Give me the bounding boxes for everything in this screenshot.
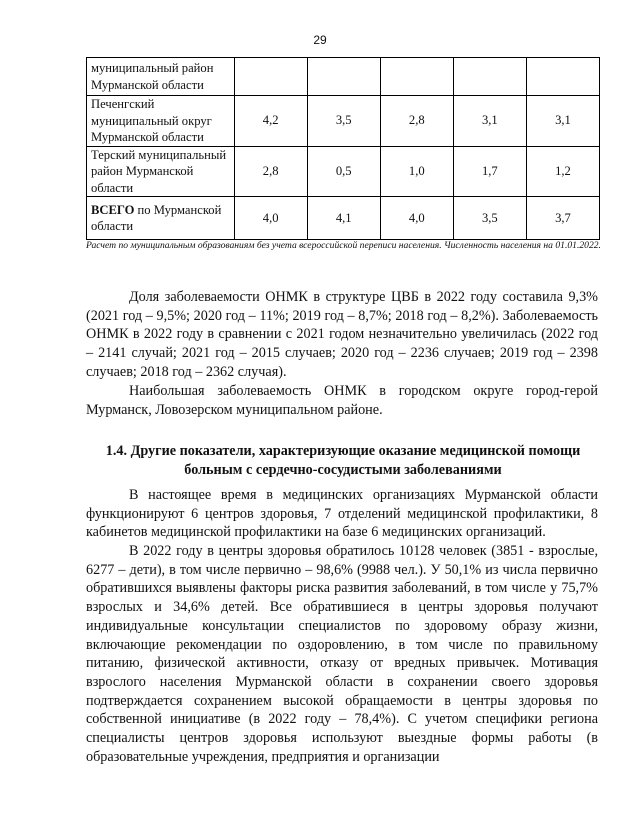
value-cell: 4,0 — [380, 197, 453, 240]
value-cell: 1,2 — [526, 146, 599, 197]
value-cell: 4,0 — [234, 197, 307, 240]
value-cell: 4,2 — [234, 96, 307, 147]
row-label — [87, 58, 235, 96]
row-label-line: муниципальный район — [91, 61, 214, 75]
table-row — [87, 197, 600, 240]
section-heading — [86, 442, 600, 479]
value-cell: 3,1 — [453, 96, 526, 147]
value-cell — [307, 58, 380, 96]
row-label-line: области — [91, 180, 134, 195]
row-label-line: муниципальный округ — [91, 113, 212, 128]
value-cell: 1,0 — [380, 146, 453, 197]
value-cell: 3,5 — [453, 197, 526, 240]
row-label-line: Печенгский — [91, 97, 155, 111]
value-cell: 4,1 — [307, 197, 380, 240]
row-label-line: области — [91, 219, 134, 233]
value-cell: 3,1 — [526, 96, 599, 147]
row-label — [87, 96, 235, 147]
table-row — [87, 146, 600, 197]
value-cell — [526, 58, 599, 96]
table-footnote: Расчет по муниципальным образованиям без учета всероссийской переписи населения. Численность населения на 01.01.2022. — [86, 240, 601, 251]
value-cell — [380, 58, 453, 96]
row-label-line: Мурманской области — [91, 130, 204, 144]
section-heading-line-1: 1.4. Другие показатели, характеризующие оказание медицинской помощи — [105, 443, 581, 459]
row-label-line: Терский муниципальный — [91, 147, 227, 162]
value-cell: 2,8 — [380, 96, 453, 147]
row-label-line: Мурманской области — [91, 77, 204, 92]
row-label-bold: ВСЕГО — [91, 202, 135, 217]
value-cell: 3,5 — [307, 96, 380, 147]
paragraph-health-centers: В настоящее время в медицинских организациях Мурманской области функционируют 6 центров здоровья, 7 отделений медицинской профилактики, 8 кабинетов медицинской профилактики на базе 6 медицинских организаций. — [86, 487, 598, 541]
incidence-table — [86, 57, 600, 240]
paragraph-highest-incidence: Наибольшая заболеваемость ОНМК в городском округе город-герой Мурманск, Ловозерском муниципальном районе. — [86, 383, 598, 418]
value-cell: 3,7 — [526, 197, 599, 240]
table-row — [87, 58, 600, 96]
paragraph-2022-visits: В 2022 году в центры здоровья обратилось 10128 человек (3851 - взрослые, 6277 – дети), в том числе первично – 98,6% (9988 чел.). У 50,1% из числа первично обратившихся выявлены факторы риска развития заболеваний, в том числе у 75,7% взрослых и 34,6% детей. Все обратившиеся в центры здоровья получают индивидуальные консультации специалистов по здоровому образу жизни, включающие рекомендации по оздоровлению, в том числе по правильному питанию, физической активности, отказу от вредных привычек. Мотивация взрослого населения Мурманской области в сохранении своего здоровья подтверждается сохранением высокой обращаемости в центры здоровья по собственной инициативе (в 2022 году – 78,4%). С учетом специфики региона специалисты центров здоровья используют выездные формы работы (в образовательные учреждения, предприятия и организации — [86, 543, 598, 765]
value-cell: 0,5 — [307, 146, 380, 197]
row-label — [87, 197, 235, 240]
paragraph-share-onmk: Доля заболеваемости ОНМК в структуре ЦВБ в 2022 году составила 9,3% (2021 год – 9,5%; 2020 год – 11%; 2019 год – 8,7%; 2018 год – 8,2%). Заболеваемость ОНМК в 2022 году в сравнении с 2021 годом незначительно увеличилась (2022 год – 2141 случай; 2021 год – 2015 случаев; 2020 год – 2236 случаев; 2019 год – 2398 случаев; 2018 год – 2362 случая). — [86, 289, 598, 380]
value-cell: 2,8 — [234, 146, 307, 197]
page-number: 29 — [313, 33, 327, 47]
value-cell — [453, 58, 526, 96]
row-label — [87, 146, 235, 197]
value-cell: 1,7 — [453, 146, 526, 197]
table-row — [87, 96, 600, 147]
row-label-line: ВСЕГО по Мурманской — [91, 202, 222, 217]
row-label-line: район Мурманской — [91, 164, 194, 178]
section-heading-line-2: больным с сердечно-сосудистыми заболеваниями — [184, 461, 502, 478]
value-cell — [234, 58, 307, 96]
